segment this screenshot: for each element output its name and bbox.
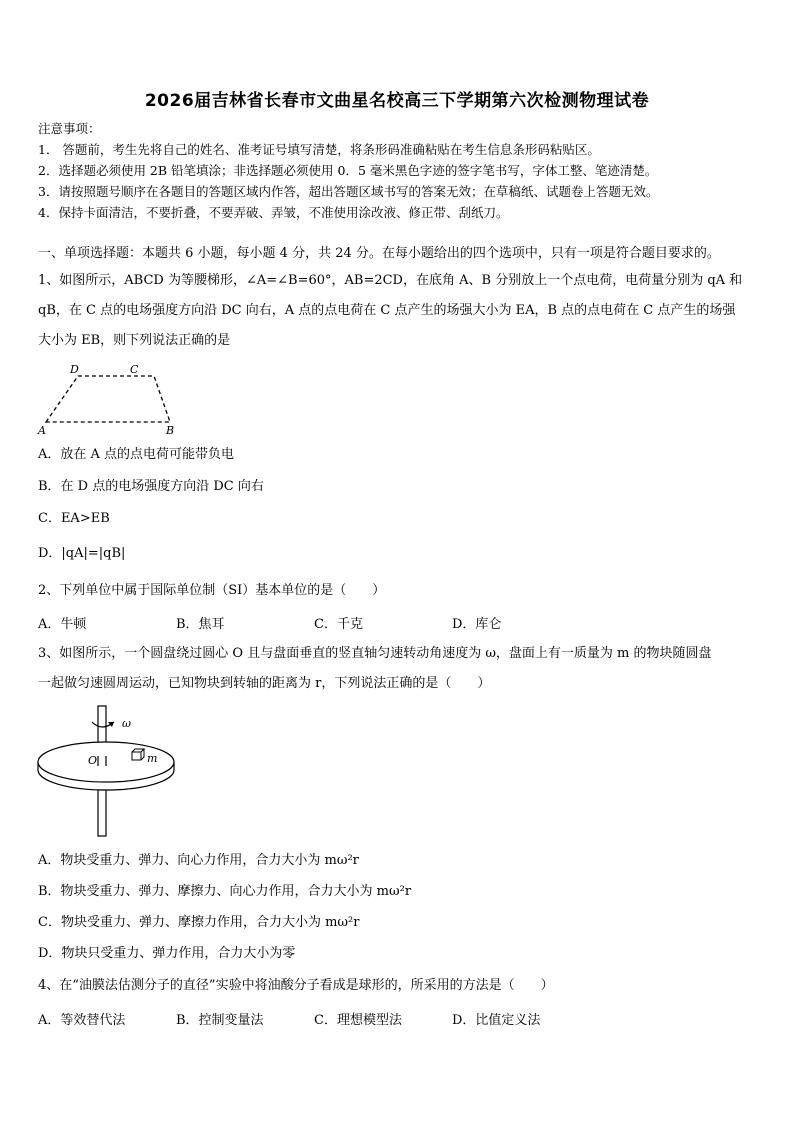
q3-stem-line-1: 3、如图所示，一个圆盘绕过圆心 O 且与盘面垂直的竖直轴匀速转动角速度为 ω，盘面上有一质量为 m 的物块随圆盘 xyxy=(38,646,712,661)
q3-label-omega: ω xyxy=(122,717,131,730)
q4-stem: 4、在“油膜法估测分子的直径”实验中将油酸分子看成是球形的，所采用的方法是（ ） xyxy=(38,978,554,993)
notice-item-1: 1． 答题前，考生先将自己的姓名、准考证号填写清楚，将条形码准确粘贴在考生信息条形码粘贴区。 xyxy=(38,142,600,157)
q1-label-B: B xyxy=(166,424,175,437)
q3-label-m: m xyxy=(147,752,158,765)
q4-option-c[interactable]: C．理想模型法 xyxy=(314,1013,402,1028)
q1-stem-line-2: qB，在 C 点的电场强度方向沿 DC 向右，A 点的点电荷在 C 点产生的场强大小为 EA，B 点的点电荷在 C 点产生的场强 xyxy=(38,303,736,318)
q2-option-d[interactable]: D．库仑 xyxy=(452,617,502,632)
q1-option-b[interactable]: B．在 D 点的电场强度方向沿 DC 向右 xyxy=(38,479,264,494)
q1-option-d[interactable]: D．|qA|=|qB| xyxy=(38,546,126,561)
q2-stem: 2、下列单位中属于国际单位制（SI）基本单位的是（ ） xyxy=(38,583,386,598)
q4-option-b[interactable]: B．控制变量法 xyxy=(176,1013,264,1028)
q1-stem-line-3: 大小为 EB，则下列说法正确的是 xyxy=(38,333,231,348)
q1-trapezoid-figure xyxy=(36,360,186,438)
q2-options xyxy=(38,613,590,632)
notice-item-3: 3．请按照题号顺序在各题目的答题区域内作答，超出答题区域书写的答案无效；在草稿纸、试题卷上答题无效。 xyxy=(38,184,659,199)
q2-option-c[interactable]: C．千克 xyxy=(314,617,363,632)
section-heading: 一、单项选择题：本题共 6 小题，每小题 4 分，共 24 分。在每小题给出的四个选项中，只有一项是符合题目要求的。 xyxy=(38,246,720,261)
q3-disk-figure xyxy=(34,700,184,842)
notice-heading: 注意事项： xyxy=(38,121,101,136)
q1-option-c[interactable]: C．EA>EB xyxy=(38,511,110,526)
q1-label-D: D xyxy=(70,363,79,376)
q1-stem-line-1: 1、如图所示，ABCD 为等腰梯形，∠A=∠B=60°，AB=2CD，在底角 A、B 分别放上一个点电荷，电荷量分别为 qA 和 xyxy=(38,273,743,288)
q3-stem-line-2: 一起做匀速圆周运动，已知物块到转轴的距离为 r，下列说法正确的是（ ） xyxy=(38,676,491,691)
q3-option-c[interactable]: C．物块受重力、弹力、摩擦力作用，合力大小为 mω²r xyxy=(38,915,360,930)
q1-label-A: A xyxy=(38,424,46,437)
q3-label-O: O xyxy=(88,754,98,767)
q2-option-b[interactable]: B．焦耳 xyxy=(176,617,225,632)
page-title: 2026届吉林省长春市文曲星名校高三下学期第六次检测物理试卷 xyxy=(144,91,650,111)
q3-option-a[interactable]: A．物块受重力、弹力、向心力作用，合力大小为 mω²r xyxy=(38,853,359,868)
q4-option-d[interactable]: D．比值定义法 xyxy=(452,1013,541,1028)
q4-option-a[interactable]: A．等效替代法 xyxy=(38,1013,126,1028)
q4-options xyxy=(38,1009,590,1028)
q3-option-b[interactable]: B．物块受重力、弹力、摩擦力、向心力作用，合力大小为 mω²r xyxy=(38,884,412,899)
notice-item-2: 2．选择题必须使用 2B 铅笔填涂；非选择题必须使用 0．5 毫米黑色字迹的签字笔书写，字体工整、笔迹清楚。 xyxy=(38,163,658,178)
q1-option-a[interactable]: A．放在 A 点的点电荷可能带负电 xyxy=(38,447,235,462)
q1-label-C: C xyxy=(130,363,139,376)
q3-option-d[interactable]: D．物块只受重力、弹力作用，合力大小为零 xyxy=(38,946,296,961)
notice-item-4: 4．保持卡面清洁，不要折叠，不要弄破、弄皱，不准使用涂改液、修正带、刮纸刀。 xyxy=(38,205,509,220)
q2-option-a[interactable]: A．牛顿 xyxy=(38,617,87,632)
